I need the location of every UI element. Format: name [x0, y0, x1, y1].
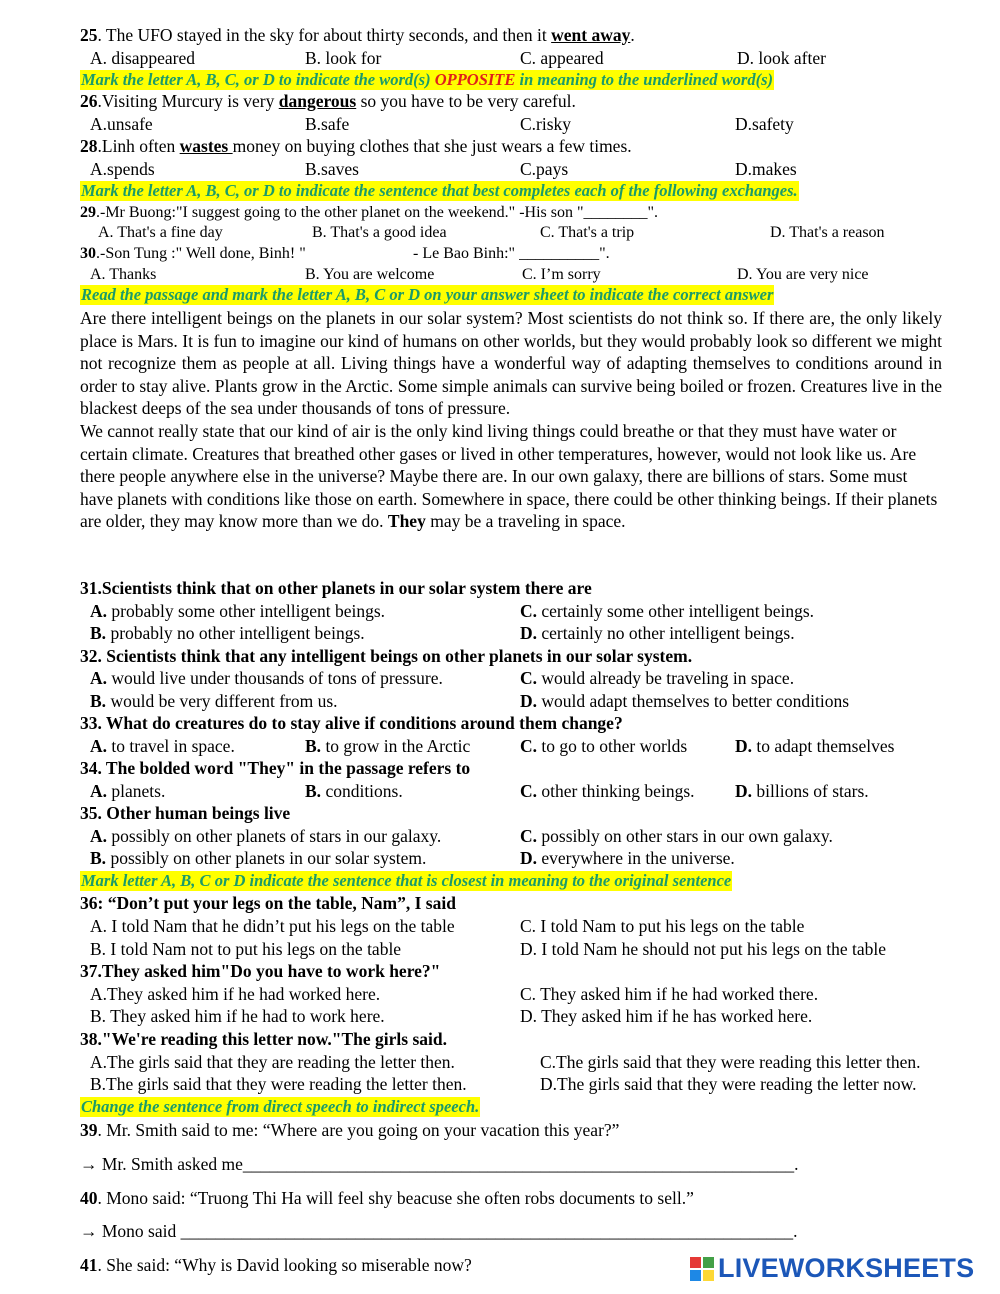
- question-32: 32. Scientists think that any intelligent beings on other planets in our solar system.: [80, 646, 693, 666]
- question-25: 25. The UFO stayed in the sky for about thirty seconds, and then it went away.: [80, 25, 635, 45]
- q35-option-b: B. possibly on other planets in our solar system.: [90, 848, 427, 868]
- question-37: 37.They asked him"Do you have to work here?": [80, 961, 441, 981]
- q25-option-a: A. disappeared: [90, 48, 195, 68]
- q31-option-c: C. certainly some other intelligent beings.: [520, 601, 815, 621]
- q26-option-d: D.safety: [735, 114, 794, 134]
- q28-option-a: A.spends: [90, 159, 155, 179]
- q37-option-a: A.They asked him if he had worked here.: [90, 984, 381, 1004]
- q26-option-c: C.risky: [520, 114, 572, 134]
- instruction-exchanges: Mark the letter A, B, C, or D to indicate the sentence that best completes each of the following exchanges.: [81, 181, 798, 200]
- q30-option-c: C. I’m sorry: [522, 266, 601, 283]
- q33-option-b: B. to grow in the Arctic: [305, 736, 471, 756]
- q37-option-c: C. They asked him if he had worked there.: [520, 984, 819, 1004]
- q33-option-c: C. to go to other worlds: [520, 736, 688, 756]
- q30-response: - Le Bao Binh:" __________".: [413, 245, 610, 262]
- question-35: 35. Other human beings live: [80, 803, 291, 823]
- q36-option-b: B. I told Nam not to put his legs on the table: [90, 939, 402, 959]
- passage-paragraph-2: We cannot really state that our kind of air is the only kind living things could breathe or that they must have water or certain climate. Creatures that breathed other gases or lived in other temperatures, however, would not look like us. Are there people anywhere else in the universe? Maybe there are. In our own galaxy, there are billions of stars. Some must have planets with conditions like those on earth. Somewhere in space, there could be other thinking beings. If their planets are older, they may know more than we do. They may be a traveling in space.: [80, 420, 938, 532]
- q25-option-b: B. look for: [305, 48, 382, 68]
- question-39: 39. Mr. Smith said to me: “Where are you going on your vacation this year?”: [80, 1120, 620, 1140]
- q38-option-b: B.The girls said that they were reading the letter then.: [90, 1074, 467, 1094]
- q37-option-b: B. They asked him if he had to work here.: [90, 1006, 385, 1026]
- question-29: 29.-Mr Buong:"I suggest going to the other planet on the weekend." -His son "________".: [80, 204, 659, 221]
- q33-option-d: D. to adapt themselves: [735, 736, 895, 756]
- q30-option-a: A. Thanks: [90, 266, 157, 283]
- q40-answer-line[interactable]: → Mono said ______________________________________________________________________.: [80, 1221, 798, 1241]
- q25-option-c: C. appeared: [520, 48, 604, 68]
- question-28: 28.Linh often wastes money on buying clothes that she just wears a few times.: [80, 136, 632, 156]
- q34-option-c: C. other thinking beings.: [520, 781, 695, 801]
- q30-option-b: B. You are welcome: [305, 266, 435, 283]
- q38-option-a: A.The girls said that they are reading the letter then.: [90, 1052, 455, 1072]
- q34-option-a: A. planets.: [90, 781, 166, 801]
- q26-option-a: A.unsafe: [90, 114, 153, 134]
- q33-option-a: A. to travel in space.: [90, 736, 235, 756]
- q35-option-c: C. possibly on other stars in our own galaxy.: [520, 826, 833, 846]
- question-30: 30.-Son Tung :" Well done, Binh! ": [80, 245, 306, 262]
- arrow-icon: →: [80, 1221, 98, 1241]
- q29-option-a: A. That's a fine day: [98, 224, 223, 241]
- q38-option-d: D.The girls said that they were reading the letter now.: [540, 1074, 917, 1094]
- question-33: 33. What do creatures do to stay alive if conditions around them change?: [80, 713, 623, 733]
- question-40: 40. Mono said: “Truong Thi Ha will feel shy beacuse she often robs documents to sell.”: [80, 1188, 694, 1208]
- q28-option-d: D.makes: [735, 159, 797, 179]
- liveworksheets-logo: [690, 1252, 974, 1284]
- instruction-indirect-speech: Change the sentence from direct speech to indirect speech.: [81, 1097, 480, 1116]
- q29-option-b: B. That's a good idea: [312, 224, 447, 241]
- q32-option-d: D. would adapt themselves to better conditions: [520, 691, 850, 711]
- question-31: 31.Scientists think that on other planets in our solar system there are: [80, 578, 592, 598]
- q37-option-d: D. They asked him if he has worked here.: [520, 1006, 813, 1026]
- q32-option-b: B. would be very different from us.: [90, 691, 338, 711]
- q28-option-c: C.pays: [520, 159, 569, 179]
- question-34: 34. The bolded word "They" in the passage refers to: [80, 758, 471, 778]
- q26-option-b: B.safe: [305, 114, 350, 134]
- q38-option-c: C.The girls said that they were reading this letter then.: [540, 1052, 921, 1072]
- instruction-passage: Read the passage and mark the letter A, B, C or D on your answer sheet to indicate the correct answer: [81, 285, 774, 304]
- logo-text: LIVEWORKSHEETS: [718, 1252, 975, 1283]
- q35-option-d: D. everywhere in the universe.: [520, 848, 735, 868]
- question-38: 38."We're reading this letter now."The girls said.: [80, 1029, 448, 1049]
- q31-option-d: D. certainly no other intelligent beings.: [520, 623, 795, 643]
- arrow-icon: →: [80, 1154, 98, 1174]
- q34-option-b: B. conditions.: [305, 781, 403, 801]
- q32-option-a: A. would live under thousands of tons of pressure.: [90, 668, 443, 688]
- question-26: 26.Visiting Murcury is very dangerous so you have to be very careful.: [80, 91, 576, 111]
- q36-option-d: D. I told Nam he should not put his legs on the table: [520, 939, 886, 959]
- q36-option-c: C. I told Nam to put his legs on the table: [520, 916, 805, 936]
- logo-squares-icon: [690, 1255, 716, 1281]
- q31-option-b: B. probably no other intelligent beings.: [90, 623, 365, 643]
- question-36: 36: “Don’t put your legs on the table, Nam”, I said: [80, 893, 456, 913]
- instruction-opposite: Mark the letter A, B, C, or D to indicate the word(s) OPPOSITE in meaning to the underlined word(s): [81, 70, 774, 89]
- q39-answer-line[interactable]: → Mr. Smith asked me_______________________________________________________________.: [80, 1154, 799, 1174]
- question-41: 41. She said: “Why is David looking so miserable now?: [80, 1255, 472, 1275]
- q25-option-d: D. look after: [737, 48, 826, 68]
- q34-option-d: D. billions of stars.: [735, 781, 869, 801]
- q35-option-a: A. possibly on other planets of stars in our galaxy.: [90, 826, 442, 846]
- passage-paragraph-1: Are there intelligent beings on the planets in our solar system? Most scientists do not think so. If there are, the only likely place is Mars. It is fun to imagine our kind of humans on other worlds, but they would probably look so different we might not recognize them as people at all. Living things have a wonderful way of adapting themselves to conditions around in order to stay alive. Plants grow in the Arctic. Some simple animals can survive being boiled or frozen. Creatures live in the blackest deeps of the sea under thousands of tons of pressure.: [80, 308, 942, 419]
- q36-option-a: A. I told Nam that he didn’t put his legs on the table: [90, 916, 455, 936]
- q32-option-c: C. would already be traveling in space.: [520, 668, 795, 688]
- instruction-closest-meaning: Mark letter A, B, C or D indicate the sentence that is closest in meaning to the original sentence: [81, 871, 732, 890]
- q29-option-c: C. That's a trip: [540, 224, 635, 241]
- q31-option-a: A. probably some other intelligent beings.: [90, 601, 386, 621]
- q29-option-d: D. That's a reason: [770, 224, 885, 241]
- q28-option-b: B.saves: [305, 159, 359, 179]
- reading-passage: [80, 307, 942, 533]
- q30-option-d: D. You are very nice: [737, 266, 869, 283]
